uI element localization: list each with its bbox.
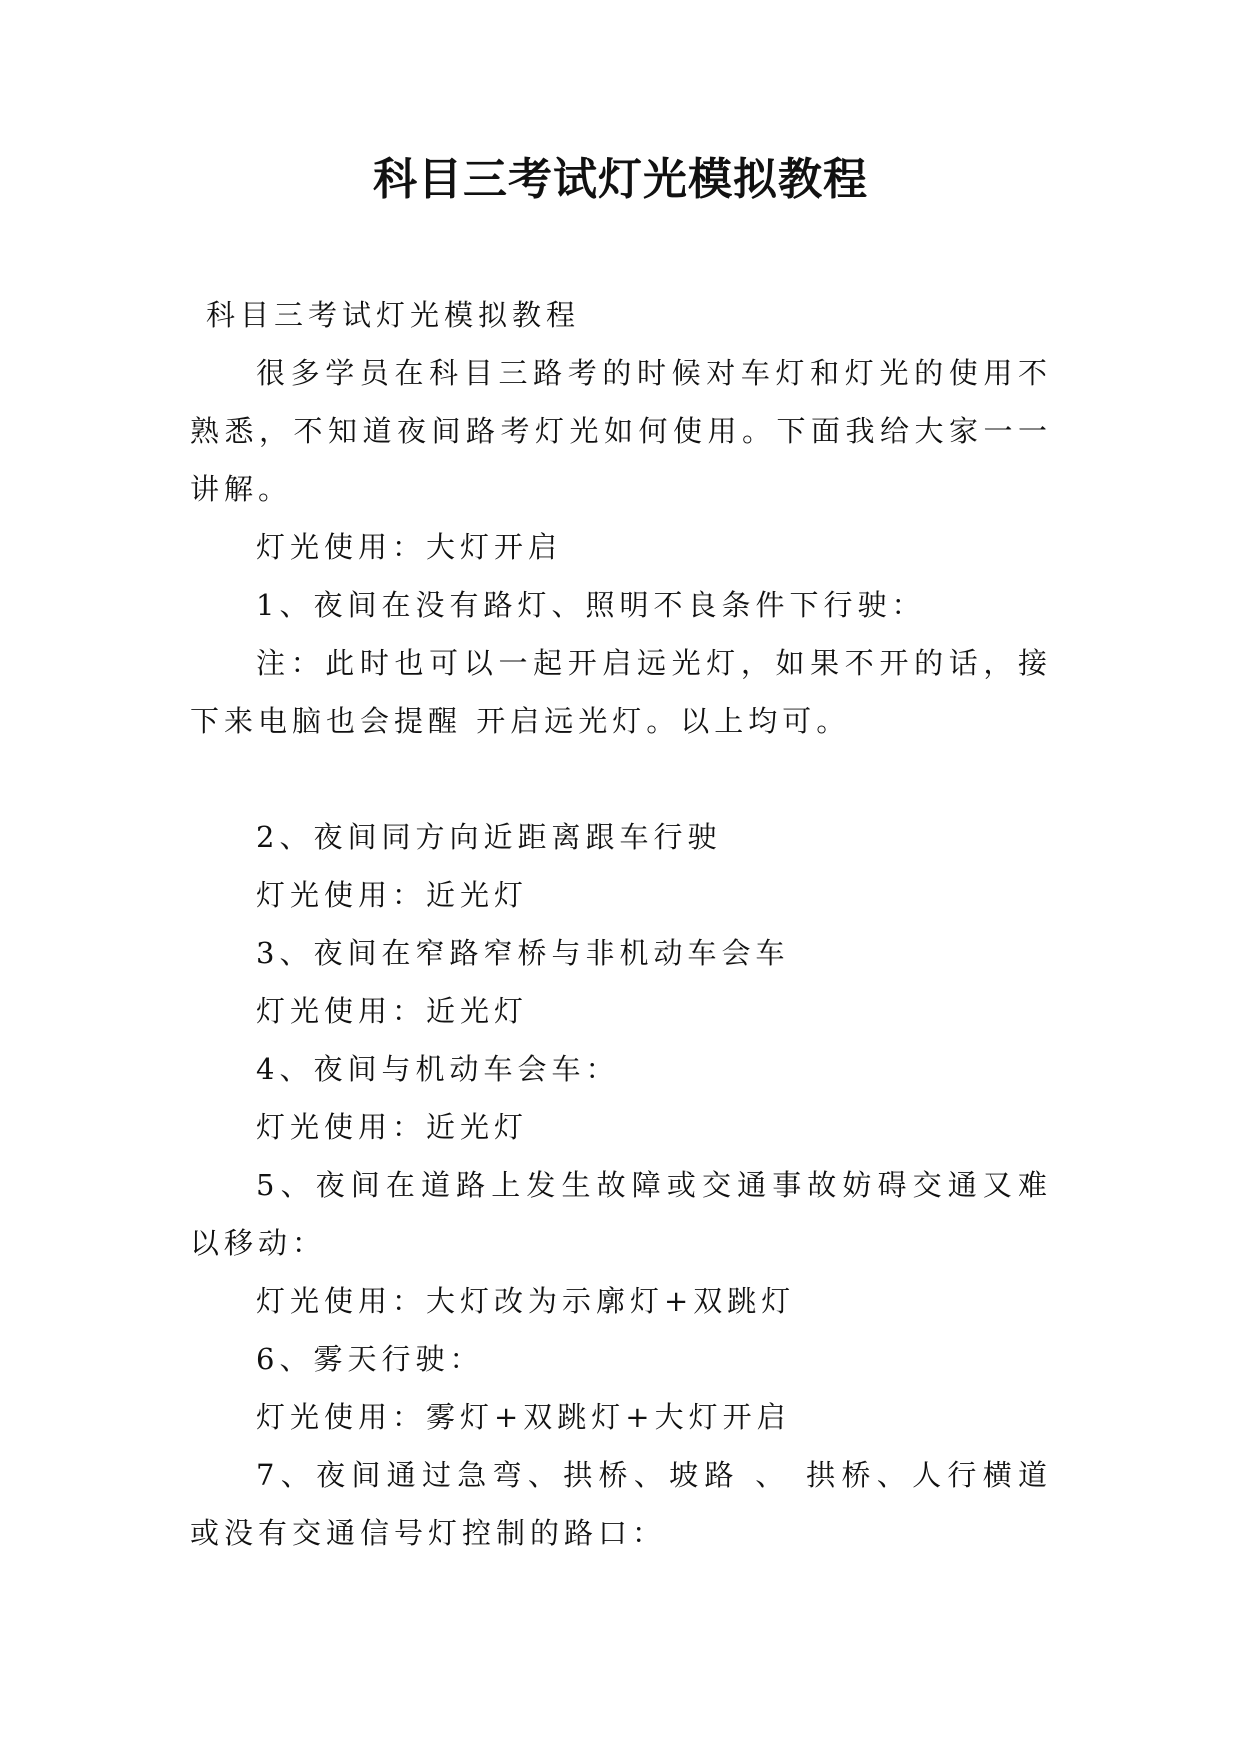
- light-usage-paragraph: 灯光使用：大灯开启: [256, 530, 563, 564]
- blank-line: [190, 750, 1052, 808]
- light-usage-paragraph: 灯光使用：雾灯+双跳灯+大灯开启: [256, 1400, 791, 1434]
- item-7-paragraph: 7、夜间通过急弯、拱桥、坡路 、 拱桥、人行横道或没有交通信号灯控制的路口：: [190, 1458, 1052, 1550]
- subtitle-paragraph: 科目三考试灯光模拟教程: [206, 298, 581, 332]
- item-5-paragraph: 5、夜间在道路上发生故障或交通事故妨碍交通又难以移动：: [190, 1168, 1052, 1260]
- intro-paragraph: 很多学员在科目三路考的时候对车灯和灯光的使用不熟悉，不知道夜间路考灯光如何使用。下面我给大家一一讲解。: [190, 356, 1052, 506]
- light-usage-paragraph: 灯光使用：近光灯: [256, 878, 529, 912]
- light-usage-paragraph: 灯光使用：近光灯: [256, 1110, 529, 1144]
- item-2-paragraph: 2、夜间同方向近距离跟车行驶: [256, 820, 722, 854]
- light-usage-paragraph: 灯光使用：近光灯: [256, 994, 529, 1028]
- item-6-paragraph: 6、雾天行驶：: [256, 1342, 484, 1376]
- document-title: 科目三考试灯光模拟教程: [373, 154, 868, 205]
- note-paragraph: 注：此时也可以一起开启远光灯，如果不开的话，接下来电脑也会提醒 开启远光灯。以上均可。: [190, 646, 1052, 738]
- document-body: [190, 286, 1052, 1562]
- item-3-paragraph: 3、夜间在窄路窄桥与非机动车会车: [256, 936, 790, 970]
- item-1-paragraph: 1、夜间在没有路灯、照明不良条件下行驶：: [256, 588, 926, 622]
- item-4-paragraph: 4、夜间与机动车会车：: [256, 1052, 620, 1086]
- light-usage-paragraph: 灯光使用：大灯改为示廓灯+双跳灯: [256, 1284, 796, 1318]
